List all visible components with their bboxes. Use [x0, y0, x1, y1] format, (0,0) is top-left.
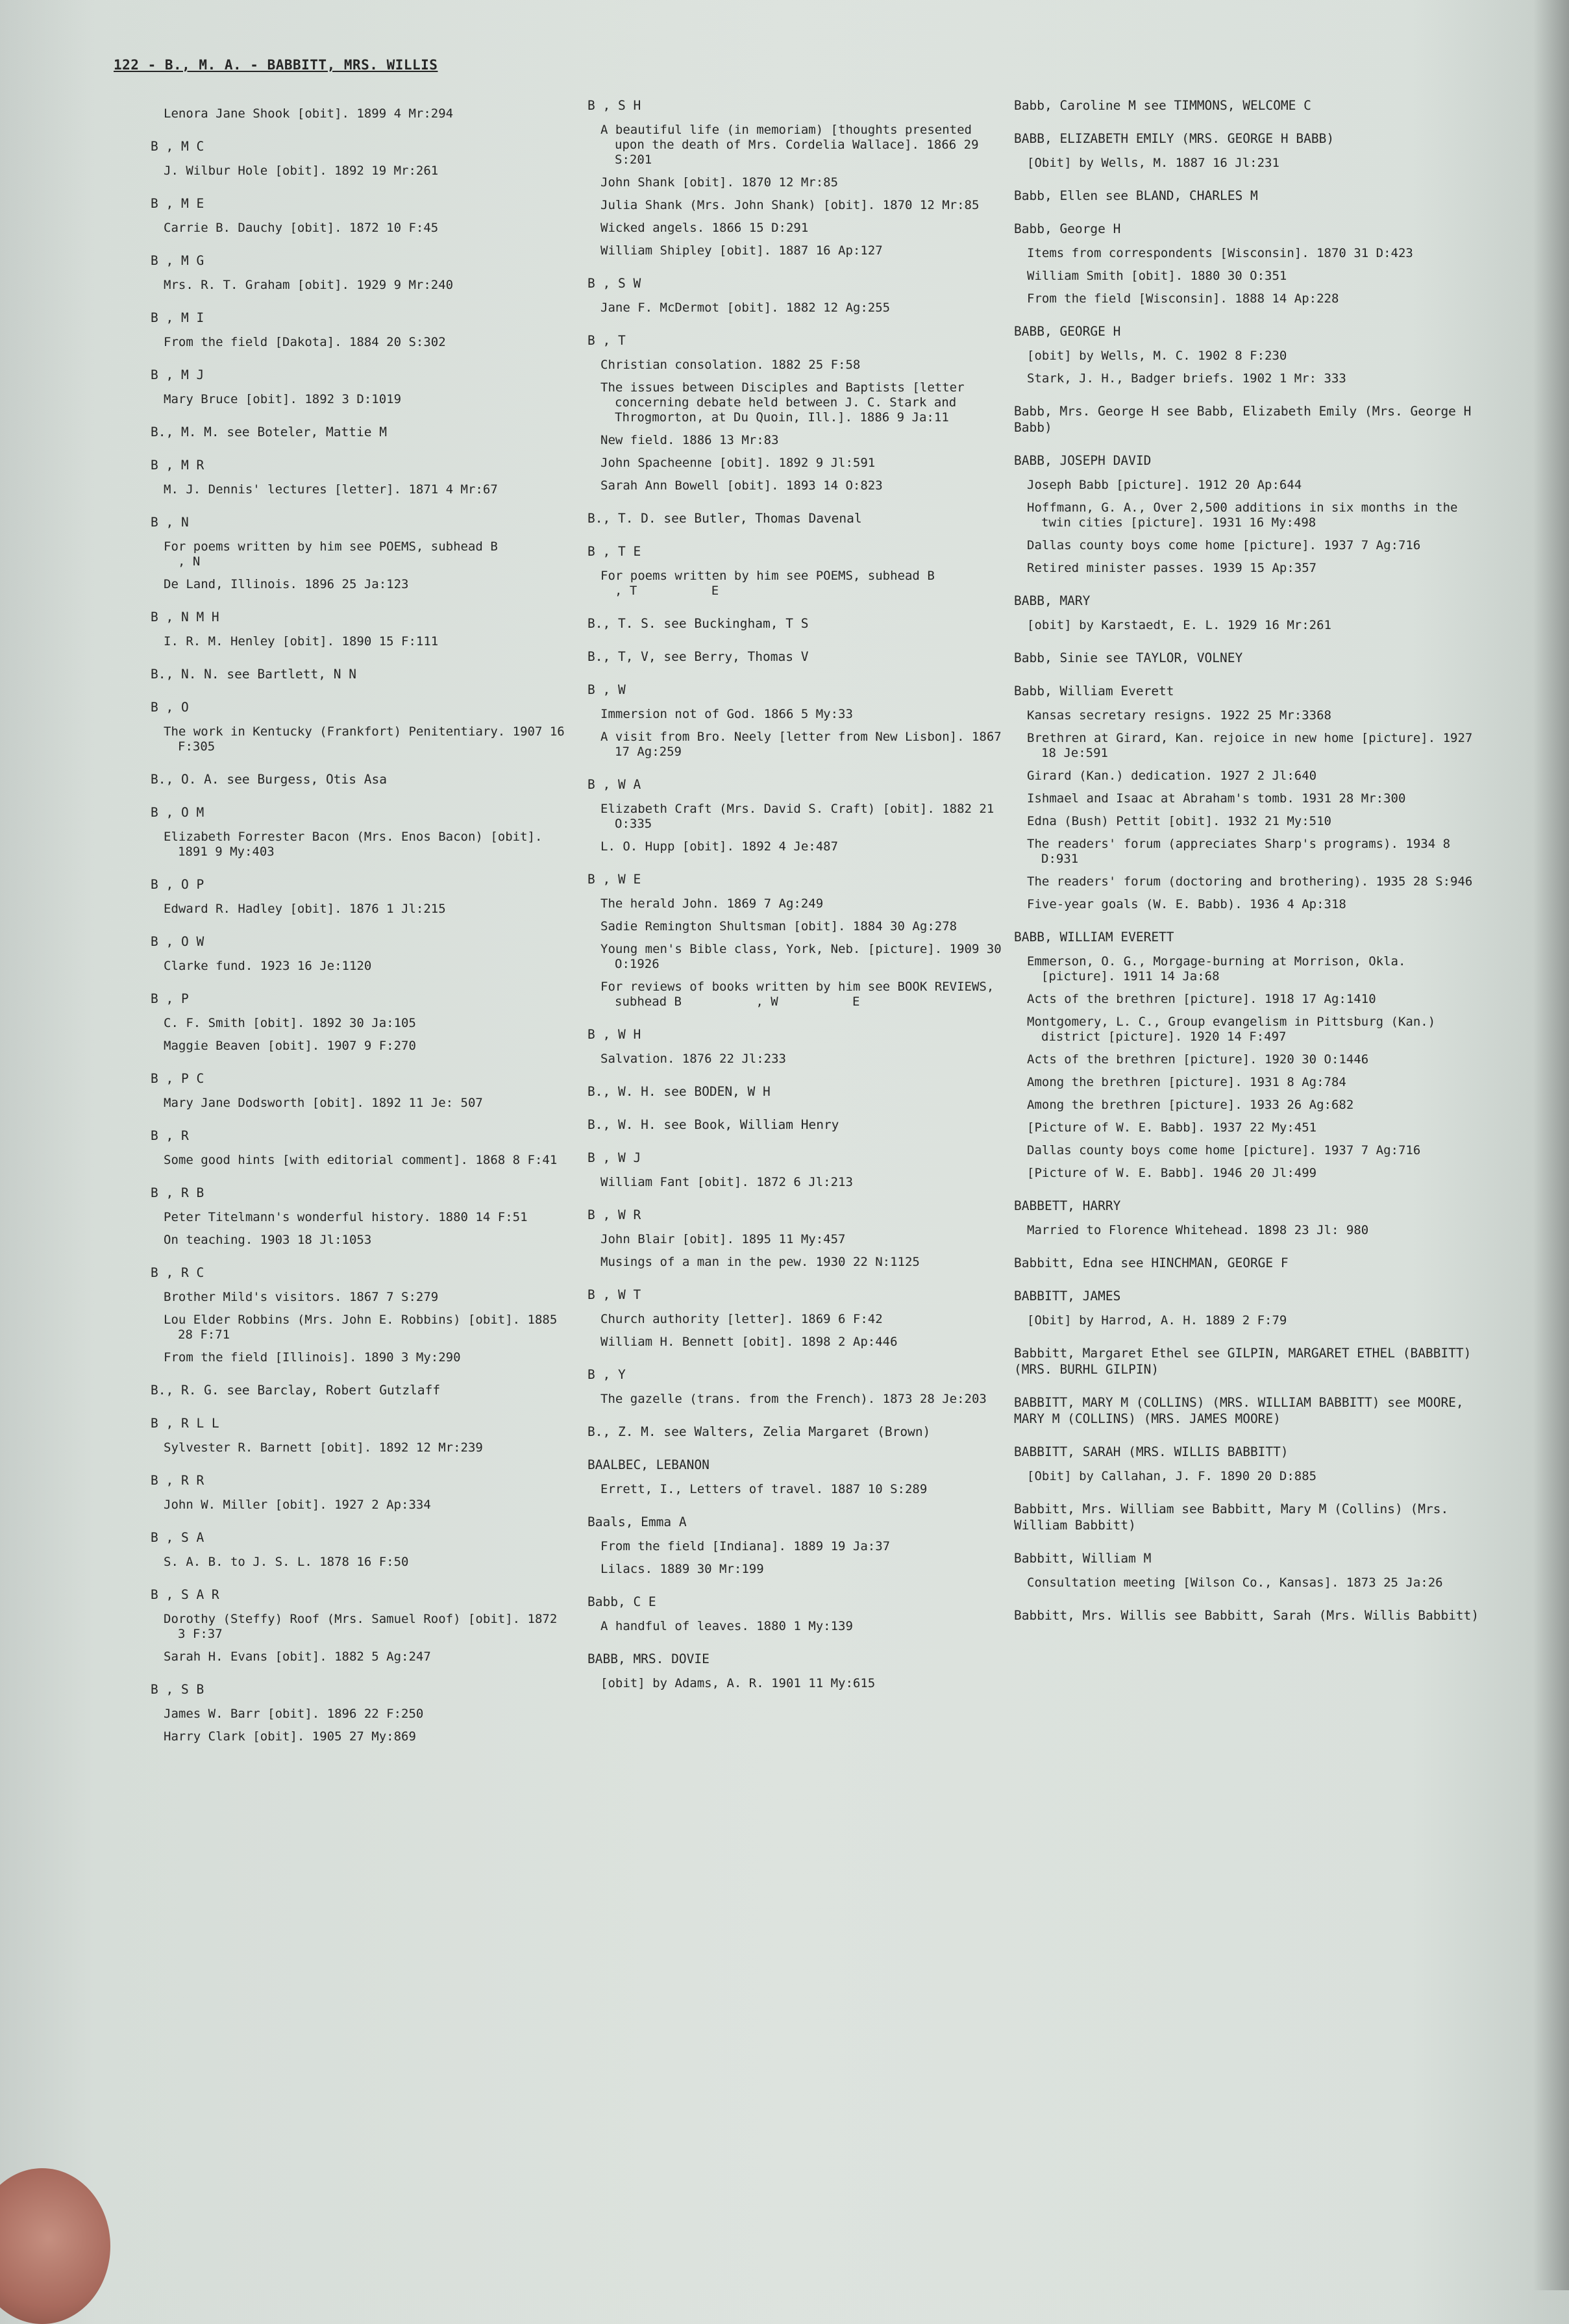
index-citation: John Spacheenne [obit]. 1892 9 Jl:591 [600, 456, 876, 470]
index-citation: John W. Miller [obit]. 1927 2 Ap:334 [164, 1498, 431, 1512]
index-heading: B , M I [151, 310, 204, 325]
index-citation: Christian consolation. 1882 25 F:58 [600, 358, 861, 372]
index-heading: B , O W [151, 934, 204, 949]
index-heading: B., T. D. see Butler, Thomas Davenal [587, 511, 862, 526]
index-entry-block [587, 871, 1009, 1009]
thumb [0, 2168, 110, 2324]
index-entry-block [587, 1457, 1003, 1497]
index-entry-block [151, 771, 566, 787]
index-heading: B , M R [151, 458, 204, 473]
index-citation: The herald John. 1869 7 Ag:249 [600, 896, 824, 911]
index-entry-block [1014, 452, 1481, 576]
index-heading: B , Y [587, 1367, 626, 1382]
index-citation: Girard (Kan.) dedication. 1927 2 Jl:640 [1027, 769, 1317, 783]
index-entry-block [151, 933, 566, 974]
index-heading: BABB, GEORGE H [1014, 324, 1121, 339]
index-citation: For poems written by him see POEMS, subhead B , T E [600, 569, 1009, 598]
index-citation: Errett, I., Letters of travel. 1887 10 S:289 [600, 1482, 928, 1496]
index-entry-block [587, 1287, 1003, 1350]
index-heading: B , R B [151, 1185, 204, 1200]
index-entry-block [151, 1529, 566, 1570]
index-heading: BABBITT, MARY M (COLLINS) (MRS. WILLIAM BABBITT) see MOORE, MARY M (COLLINS) (MRS. JAMES MOORE) [1014, 1395, 1464, 1426]
index-heading: BAALBEC, LEBANON [587, 1457, 710, 1472]
index-citation: [Obit] by Wells, M. 1887 16 Jl:231 [1027, 156, 1279, 170]
index-column-2 [587, 97, 1009, 1708]
index-heading: Babbitt, Edna see HINCHMAN, GEORGE F [1014, 1255, 1289, 1270]
index-entry-block [1014, 683, 1481, 912]
index-citation: [Obit] by Callahan, J. F. 1890 20 D:885 [1027, 1469, 1317, 1483]
index-heading: B , P C [151, 1071, 204, 1086]
index-heading: B , N [151, 515, 189, 530]
index-citation: M. J. Dennis' lectures [letter]. 1871 4 Mr:67 [164, 482, 498, 497]
index-heading: B., T. S. see Buckingham, T S [587, 616, 809, 631]
index-citation: Mrs. R. T. Graham [obit]. 1929 9 Mr:240 [164, 278, 454, 292]
index-citation: Edward R. Hadley [obit]. 1876 1 Jl:215 [164, 902, 446, 916]
index-entry-block [1014, 929, 1481, 1181]
index-citation: Hoffmann, G. A., Over 2,500 additions in six months in the twin cities [picture]. 1931 16 My:498 [1027, 501, 1465, 530]
index-citation: Lenora Jane Shook [obit]. 1899 4 Mr:294 [164, 106, 454, 121]
index-heading: BABBETT, HARRY [1014, 1198, 1121, 1213]
index-citation: Stark, J. H., Badger briefs. 1902 1 Mr: 333 [1027, 371, 1346, 386]
index-citation: Clarke fund. 1923 16 Je:1120 [164, 959, 372, 973]
index-entry-block [587, 1207, 1003, 1270]
index-entry-block [151, 1472, 566, 1513]
index-citation: Lou Elder Robbins (Mrs. John E. Robbins) [obit]. 1885 28 F:71 [164, 1313, 565, 1342]
index-citation: Dallas county boys come home [picture]. 1937 7 Ag:716 [1027, 538, 1421, 552]
index-entry-block [1014, 1550, 1481, 1590]
index-entry-block [1014, 1198, 1481, 1238]
index-citation: Among the brethren [picture]. 1931 8 Ag:784 [1027, 1075, 1346, 1089]
index-heading: BABB, JOSEPH DAVID [1014, 453, 1152, 468]
index-heading: B , P [151, 991, 189, 1006]
index-entry-block [151, 1415, 566, 1455]
index-citation: Kansas secretary resigns. 1922 25 Mr:3368 [1027, 708, 1331, 723]
index-citation: James W. Barr [obit]. 1896 22 F:250 [164, 1707, 424, 1721]
page-header: 122 - B., M. A. - BABBITT, MRS. WILLIS [114, 57, 438, 73]
index-citation: Jane F. McDermot [obit]. 1882 12 Ag:255 [600, 301, 891, 315]
index-citation: William Shipley [obit]. 1887 16 Ap:127 [600, 243, 883, 258]
index-citation: John Shank [obit]. 1870 12 Mr:85 [600, 175, 839, 190]
index-citation: Carrie B. Dauchy [obit]. 1872 10 F:45 [164, 221, 439, 235]
index-entry-block [151, 876, 566, 917]
index-citation: On teaching. 1903 18 Jl:1053 [164, 1233, 372, 1247]
index-heading: BABB, MARY [1014, 593, 1091, 608]
index-citation: Musings of a man in the pew. 1930 22 N:1125 [600, 1255, 920, 1269]
index-entry-block [151, 138, 566, 179]
index-heading: B , M G [151, 253, 204, 268]
index-citation: S. A. B. to J. S. L. 1878 16 F:50 [164, 1555, 409, 1569]
index-heading: B , W T [587, 1287, 641, 1302]
index-heading: B , W H [587, 1027, 641, 1042]
index-entry-block [151, 1382, 566, 1398]
index-citation: The work in Kentucky (Frankfort) Penitentiary. 1907 16 F:305 [164, 724, 573, 754]
index-heading: B , M E [151, 196, 204, 211]
index-citation: Mary Bruce [obit]. 1892 3 D:1019 [164, 392, 402, 406]
index-citation: Sylvester R. Barnett [obit]. 1892 12 Mr:239 [164, 1440, 483, 1455]
index-citation: I. R. M. Henley [obit]. 1890 15 F:111 [164, 634, 439, 649]
index-citation: C. F. Smith [obit]. 1892 30 Ja:105 [164, 1016, 416, 1030]
index-entry-block [151, 991, 566, 1054]
index-entry-block [1014, 1501, 1481, 1533]
index-heading: B., N. N. see Bartlett, N N [151, 667, 356, 682]
index-citation: [Obit] by Harrod, A. H. 1889 2 F:79 [1027, 1313, 1287, 1328]
index-entry-block [1014, 97, 1481, 114]
index-citation: Items from correspondents [Wisconsin]. 1870 31 D:423 [1027, 246, 1413, 260]
index-citation: Elizabeth Forrester Bacon (Mrs. Enos Bacon) [obit]. 1891 9 My:403 [164, 830, 550, 859]
index-entry-block [587, 1026, 1003, 1067]
index-entry-block [151, 195, 566, 236]
index-citation: Harry Clark [obit]. 1905 27 My:869 [164, 1729, 416, 1744]
index-entry-block [587, 1150, 1003, 1190]
index-citation: Five-year goals (W. E. Babb). 1936 4 Ap:318 [1027, 897, 1346, 911]
index-entry-block [151, 699, 573, 754]
index-citation: Dallas county boys come home [picture]. 1937 7 Ag:716 [1027, 1143, 1421, 1157]
index-citation: Ishmael and Isaac at Abraham's tomb. 1931 28 Mr:300 [1027, 791, 1406, 806]
index-heading: Babb, Sinie see TAYLOR, VOLNEY [1014, 650, 1243, 665]
index-citation: New field. 1886 13 Mr:83 [600, 433, 779, 447]
index-entry-block [587, 682, 1009, 760]
index-heading: B., R. G. see Barclay, Robert Gutzlaff [151, 1383, 441, 1398]
index-citation: Edna (Bush) Pettit [obit]. 1932 21 My:510 [1027, 814, 1331, 828]
index-citation: John Blair [obit]. 1895 11 My:457 [600, 1232, 846, 1246]
index-citation: Dorothy (Steffy) Roof (Mrs. Samuel Roof) [obit]. 1872 3 F:37 [164, 1612, 565, 1641]
index-citation: William Fant [obit]. 1872 6 Jl:213 [600, 1175, 853, 1189]
index-citation: Church authority [letter]. 1869 6 F:42 [600, 1312, 883, 1326]
index-heading: B , T [587, 333, 626, 348]
index-heading: B , N M H [151, 610, 219, 624]
index-heading: B , O M [151, 805, 204, 820]
index-entry-block [587, 1366, 1003, 1407]
index-heading: B., W. H. see BODEN, W H [587, 1084, 771, 1099]
index-entry-block [151, 1185, 566, 1248]
index-citation: Emmerson, O. G., Morgage-burning at Morrison, Okla. [picture]. 1911 14 Ja:68 [1027, 954, 1413, 983]
index-entry-block [151, 1681, 566, 1744]
index-entry-block [151, 457, 566, 497]
index-citation: Among the brethren [picture]. 1933 26 Ag:682 [1027, 1098, 1354, 1112]
index-citation: Sarah Ann Bowell [obit]. 1893 14 O:823 [600, 478, 883, 493]
index-heading: BABB, WILLIAM EVERETT [1014, 930, 1174, 945]
index-citation: De Land, Illinois. 1896 25 Ja:123 [164, 577, 409, 591]
index-column-1 [151, 97, 573, 1761]
index-heading: B., M. M. see Boteler, Mattie M [151, 425, 387, 439]
index-column-3 [1014, 97, 1481, 1640]
index-citation: Julia Shank (Mrs. John Shank) [obit]. 1870 12 Mr:85 [600, 198, 980, 212]
index-heading: Babbitt, Mrs. Willis see Babbitt, Sarah (Mrs. Willis Babbitt) [1014, 1608, 1479, 1623]
index-heading: B , S W [587, 276, 641, 291]
index-entry-block [1014, 221, 1481, 306]
index-citation: For reviews of books written by him see BOOK REVIEWS, subhead B , W E [600, 980, 1002, 1009]
index-entry-block [587, 543, 1009, 599]
index-heading: Babb, Mrs. George H see Babb, Elizabeth Emily (Mrs. George H Babb) [1014, 404, 1472, 435]
index-citation: Brother Mild's visitors. 1867 7 S:279 [164, 1290, 439, 1304]
index-entry-block [587, 275, 1003, 315]
index-heading: Babb, Ellen see BLAND, CHARLES M [1014, 188, 1258, 203]
index-heading: B , O P [151, 877, 204, 892]
index-heading: BABB, MRS. DOVIE [587, 1651, 710, 1666]
index-heading: B., T, V, see Berry, Thomas V [587, 649, 809, 664]
index-citation: A beautiful life (in memoriam) [thoughts presented upon the death of Mrs. Cordelia Wallace]. 1866 29 S:201 [600, 123, 986, 167]
index-citation: J. Wilbur Hole [obit]. 1892 19 Mr:261 [164, 164, 439, 178]
index-citation: Married to Florence Whitehead. 1898 23 Jl: 980 [1027, 1223, 1369, 1237]
index-citation: William H. Bennett [obit]. 1898 2 Ap:446 [600, 1335, 898, 1349]
index-entry-block [151, 253, 566, 293]
index-heading: Babb, C E [587, 1594, 656, 1609]
index-entry-block [587, 97, 1003, 258]
index-heading: B , R R [151, 1473, 204, 1488]
index-entry-block [151, 1128, 566, 1168]
index-entry-block [1014, 188, 1481, 204]
index-heading: B , O [151, 700, 189, 715]
index-citation: A handful of leaves. 1880 1 My:139 [600, 1619, 853, 1633]
index-entry-block [1014, 1607, 1481, 1624]
index-citation: Brethren at Girard, Kan. rejoice in new home [picture]. 1927 18 Je:591 [1027, 731, 1480, 760]
index-citation: The readers' forum (doctoring and brothering). 1935 28 S:946 [1027, 874, 1473, 889]
index-citation: From the field [Wisconsin]. 1888 14 Ap:228 [1027, 291, 1339, 306]
index-heading: B , W R [587, 1207, 641, 1222]
index-citation: [obit] by Adams, A. R. 1901 11 My:615 [600, 1676, 876, 1690]
index-citation: Elizabeth Craft (Mrs. David S. Craft) [obit]. 1882 21 O:335 [600, 802, 1002, 831]
index-citation: Sadie Remington Shultsman [obit]. 1884 30 Ag:278 [600, 919, 957, 933]
index-heading: Babb, William Everett [1014, 684, 1174, 698]
index-heading: Babbitt, William M [1014, 1551, 1152, 1566]
index-heading: B , T E [587, 544, 641, 559]
index-heading: Baals, Emma A [587, 1514, 687, 1529]
index-entry-block [1014, 1255, 1481, 1271]
index-entry-block [587, 510, 1003, 526]
index-heading: B., Z. M. see Walters, Zelia Margaret (Brown) [587, 1424, 931, 1439]
index-entry-block [587, 1424, 1003, 1440]
index-citation: The issues between Disciples and Baptists [letter concerning debate held between J. C. Stark and Throgmorton, at Du Quoin, Ill.]. 1886 9 Ja:11 [600, 380, 972, 425]
index-citation: Consultation meeting [Wilson Co., Kansas]. 1873 25 Ja:26 [1027, 1576, 1443, 1590]
index-entry-block [1014, 1288, 1481, 1328]
index-citation: Maggie Beaven [obit]. 1907 9 F:270 [164, 1039, 416, 1053]
index-heading: B , W [587, 682, 626, 697]
index-entry-block [587, 1594, 1003, 1634]
index-entry-block [151, 106, 566, 121]
index-heading: B , M C [151, 139, 204, 154]
index-citation: From the field [Indiana]. 1889 19 Ja:37 [600, 1539, 891, 1553]
index-citation: From the field [Illinois]. 1890 3 My:290 [164, 1350, 461, 1365]
index-entry-block [1014, 650, 1481, 666]
index-entry-block [587, 332, 1003, 493]
index-citation: Wicked angels. 1866 15 D:291 [600, 221, 809, 235]
index-entry-block [1014, 403, 1481, 436]
index-heading: B , S H [587, 98, 641, 113]
index-citation: Mary Jane Dodsworth [obit]. 1892 11 Je: 507 [164, 1096, 483, 1110]
index-heading: BABB, ELIZABETH EMILY (MRS. GEORGE H BABB) [1014, 131, 1335, 146]
index-heading: B , S B [151, 1682, 204, 1697]
index-entry-block [151, 666, 566, 682]
index-citation: [Picture of W. E. Babb]. 1946 20 Jl:499 [1027, 1166, 1317, 1180]
index-citation: Some good hints [with editorial comment]. 1868 8 F:41 [164, 1153, 558, 1167]
index-heading: B , W A [587, 777, 641, 792]
index-citation: Retired minister passes. 1939 15 Ap:357 [1027, 561, 1317, 575]
index-heading: B , R [151, 1128, 189, 1143]
index-entry-block [1014, 1394, 1481, 1427]
index-heading: B , M J [151, 367, 204, 382]
index-entry-block [1014, 1345, 1481, 1378]
index-citation: Peter Titelmann's wonderful history. 1880 14 F:51 [164, 1210, 528, 1224]
index-citation: Acts of the brethren [picture]. 1918 17 Ag:1410 [1027, 992, 1376, 1006]
index-heading: Babb, George H [1014, 221, 1121, 236]
index-entry-block [587, 649, 1003, 665]
index-entry-block [1014, 323, 1481, 386]
index-heading: B , R L L [151, 1416, 219, 1431]
index-entry-block [151, 1070, 566, 1111]
index-heading: BABBITT, SARAH (MRS. WILLIS BABBITT) [1014, 1444, 1289, 1459]
index-citation: [Picture of W. E. Babb]. 1937 22 My:451 [1027, 1120, 1317, 1135]
index-heading: BABBITT, JAMES [1014, 1289, 1121, 1304]
index-entry-block [151, 1265, 566, 1365]
index-entry-block [151, 310, 566, 350]
index-entry-block [1014, 130, 1481, 171]
index-entry-block [151, 609, 566, 649]
index-citation: Acts of the brethren [picture]. 1920 30 O:1446 [1027, 1052, 1369, 1067]
index-entry-block [587, 1651, 1003, 1691]
index-citation: [obit] by Karstaedt, E. L. 1929 16 Mr:261 [1027, 618, 1331, 632]
index-citation: For poems written by him see POEMS, subhead B , N [164, 539, 573, 569]
index-citation: From the field [Dakota]. 1884 20 S:302 [164, 335, 446, 349]
index-heading: B , S A [151, 1530, 204, 1545]
index-entry-block [587, 615, 1003, 632]
index-citation: Sarah H. Evans [obit]. 1882 5 Ag:247 [164, 1650, 431, 1664]
index-entry-block [587, 1083, 1003, 1100]
index-heading: B , S A R [151, 1587, 219, 1602]
index-citation: Joseph Babb [picture]. 1912 20 Ap:644 [1027, 478, 1302, 492]
index-citation: William Smith [obit]. 1880 30 O:351 [1027, 269, 1287, 283]
index-entry-block [151, 1587, 566, 1664]
index-entry-block [587, 1117, 1003, 1133]
index-citation: Montgomery, L. C., Group evangelism in Pittsburg (Kan.) district [picture]. 1920 14 F:497 [1027, 1015, 1443, 1044]
index-heading: B , W E [587, 872, 641, 887]
index-heading: B., O. A. see Burgess, Otis Asa [151, 772, 387, 787]
index-heading: Babb, Caroline M see TIMMONS, WELCOME C [1014, 98, 1311, 113]
index-heading: B , R C [151, 1265, 204, 1280]
index-citation: L. O. Hupp [obit]. 1892 4 Je:487 [600, 839, 839, 854]
index-citation: Young men's Bible class, York, Neb. [picture]. 1909 30 O:1926 [600, 942, 1009, 971]
index-entry-block [151, 367, 566, 407]
index-heading: Babbitt, Margaret Ethel see GILPIN, MARGARET ETHEL (BABBITT) (MRS. BURHL GILPIN) [1014, 1346, 1472, 1377]
index-citation: The gazelle (trans. from the French). 1873 28 Je:203 [600, 1392, 987, 1406]
index-heading: B , W J [587, 1150, 641, 1165]
index-entry-block [1014, 593, 1481, 633]
index-entry-block [151, 424, 566, 440]
index-entry-block [151, 804, 566, 859]
index-citation: Lilacs. 1889 30 Mr:199 [600, 1562, 764, 1576]
index-entry-block [587, 776, 1003, 854]
page-edge-shadow [1533, 0, 1569, 2290]
index-entry-block [151, 514, 573, 592]
index-entry-block [1014, 1444, 1481, 1484]
index-citation: A visit from Bro. Neely [letter from New Lisbon]. 1867 17 Ag:259 [600, 730, 1009, 759]
index-entry-block [587, 1514, 1003, 1577]
index-citation: [obit] by Wells, M. C. 1902 8 F:230 [1027, 349, 1287, 363]
index-citation: Salvation. 1876 22 Jl:233 [600, 1052, 786, 1066]
index-heading: B., W. H. see Book, William Henry [587, 1117, 839, 1132]
index-citation: The readers' forum (appreciates Sharp's programs). 1934 8 D:931 [1027, 837, 1458, 866]
index-heading: Babbitt, Mrs. William see Babbitt, Mary M (Collins) (Mrs. William Babbitt) [1014, 1502, 1449, 1533]
index-citation: Immersion not of God. 1866 5 My:33 [600, 707, 853, 721]
